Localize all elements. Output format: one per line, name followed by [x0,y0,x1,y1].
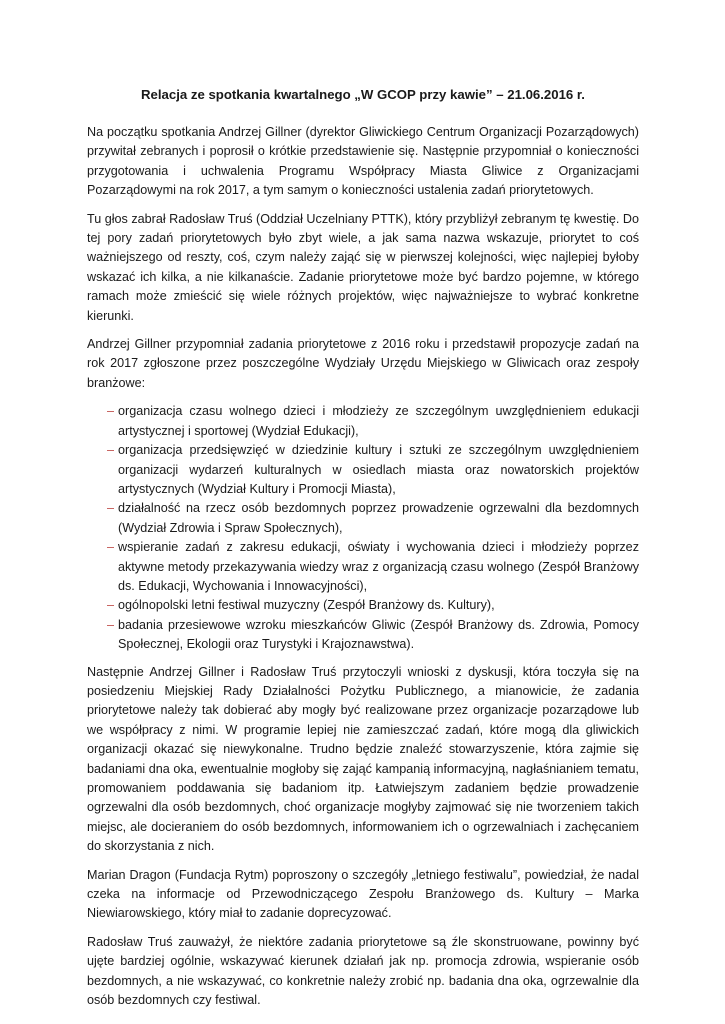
list-dash-marker: – [107,598,115,613]
list-item-text: organizacja przedsięwzięć w dziedzinie kultury i sztuki ze szczególnym uwzględnieniem organizacji wydarzeń kulturalnych w osiedlach miasta oraz nowatorskich projektów artystycznych (Wydział Kultury i Promocji Miasta), [118,443,639,496]
list-item [87,499,639,538]
list-dash-marker: – [107,443,115,458]
paragraph-intro: Na początku spotkania Andrzej Gillner (dyrektor Gliwickiego Centrum Organizacji Pozarządowych) przywitał zebranych i poprosił o krótkie przedstawienie się. Następnie przypomniał o konieczności przygotowania i uchwalenia Programu Współpracy Miasta Gliwice z Organizacjami Pozarządowymi na rok 2017, a tym samym o konieczności ustalenia zadań priorytetowych. [87,125,639,198]
list-item-text: ogólnopolski letni festiwal muzyczny (Zespół Branżowy ds. Kultury), [118,598,495,613]
list-item-text: organizacja czasu wolnego dzieci i młodzieży ze szczególnym uwzględnieniem edukacji artystycznej i sportowej (Wydział Edukacji), [118,404,639,438]
priority-task-list [87,402,639,654]
list-item-text: działalność na rzecz osób bezdomnych poprzez prowadzenie ogrzewalni dla bezdomnych (Wydział Zdrowia i Spraw Społecznych), [118,501,639,535]
paragraph-proposals: Andrzej Gillner przypomniał zadania priorytetowe z 2016 roku i przedstawił propozycje zadań na rok 2017 zgłoszone przez poszczególne Wydziały Urzędu Miejskiego w Gliwicach oraz zespoły branżowe: [87,337,639,390]
list-item-text: badania przesiewowe wzroku mieszkańców Gliwic (Zespół Branżowy ds. Zdrowia, Pomocy Społecznej, Ekologii oraz Turystyki i Krajoznawstwa). [118,617,639,652]
list-dash-marker: – [107,501,115,516]
paragraph-construction: Radosław Truś zauważył, że niektóre zadania priorytetowe są źle skonstruowane, powinny być ujęte bardziej ogólnie, wskazywać kierunek działań jak np. promocja zdrowia, wspieranie osób bezdomnych, a nie wskazywać, co konkretnie należy zrobić np. badania dna oka, ogrzewalnie dla osób bezdomnych czy festiwal. [87,934,639,1008]
list-dash-marker: – [107,617,115,632]
list-item [87,441,639,499]
document-title: Relacja ze spotkania kwartalnego „W GCOP przy kawie” – 21.06.2016 r. [141,87,585,102]
paragraph-priorities: Tu głos zabrał Radosław Truś (Oddział Uczelniany PTTK), który przybliżył zebranym tę kwestię. Do tej pory zadań priorytetowych było zbyt wiele, a jak sama nazwa wskazuje, priorytet to coś ważniejszego od reszty, coś, czym należy zająć się w pierwszej kolejności, więc najlepiej byłoby wskazać ich kilka, a nie kilkanaście. Zadanie priorytetowe może być bardzo pojemne, w którego ramach może zmieścić się wiele różnych projektów, więc najważniejsze to wybrać konkretne kierunki. [87,211,639,323]
paragraph-conclusions: Następnie Andrzej Gillner i Radosław Truś przytoczyli wnioski z dyskusji, która toczyła się na posiedzeniu Miejskiej Rady Działalności Pożytku Publicznego, a mianowicie, że zadania priorytetowe należy tak dobierać aby mogły być realizowane przez organizacje pozarządowe lub we współpracy z nimi. W programie lepiej nie zamieszczać zadań, które mogą dla gliwickich organizacji okazać się niewykonalne. Trudno będzie znaleźć stowarzyszenie, która zajmie się badaniami dna oka, ewentualnie mogłoby się zająć kampanią informacyjną, nagłaśnianiem tematu, promowaniem poddawania się badaniom itp. Łatwiejszym zadaniem będzie prowadzenie ogrzewalni dla osób bezdomnych, choć organizacje mogłyby zajmować się nie tworzeniem takich miejsc, ale docieraniem do osób bezdomnych, informowaniem ich o ogrzewalniach i zachęcaniem do skorzystania z nich. [87,664,639,854]
list-dash-marker: – [107,404,115,419]
list-item-text: wspieranie zadań z zakresu edukacji, oświaty i wychowania dzieci i młodzieży poprzez aktywne metody przekazywania wiedzy wraz z organizacją czasu wolnego (Zespół Branżowy ds. Edukacji, Wychowania i Innowacyjności), [118,540,639,593]
list-item [87,616,639,655]
list-item [87,596,639,615]
paragraph-festival: Marian Dragon (Fundacja Rytm) poproszony o szczegóły „letniego festiwalu”, powiedział, że nadal czeka na informacje od Przewodniczącego Zespołu Branżowego ds. Kultury – Marka Niewiarowskiego, który miał to zadanie doprecyzować. [87,867,639,921]
list-dash-marker: – [107,540,115,555]
list-item [87,538,639,596]
list-item [87,402,639,441]
